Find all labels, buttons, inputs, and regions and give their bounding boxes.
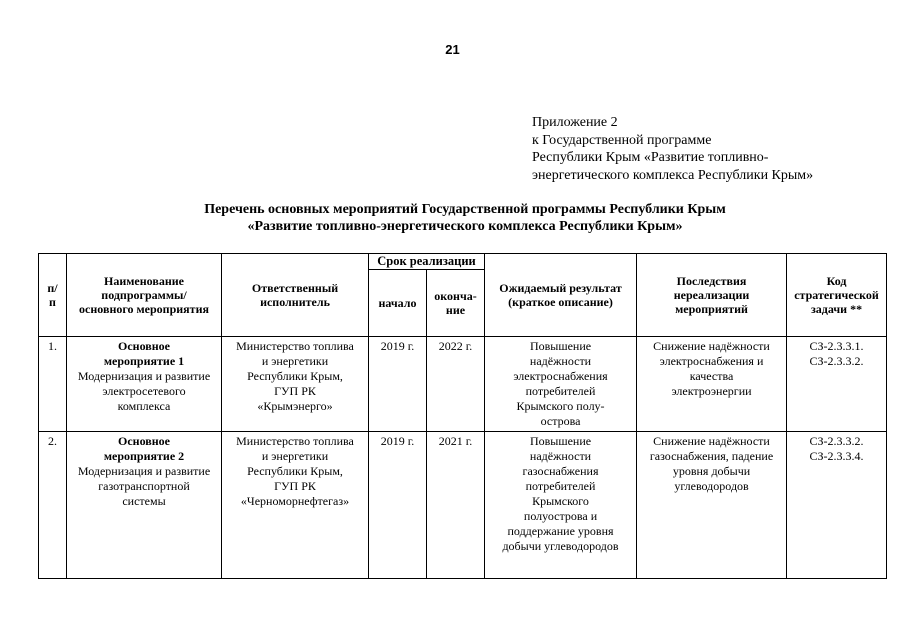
header-code: Код стратегической задачи ** — [787, 254, 887, 337]
row-end: 2022 г. — [427, 337, 485, 432]
row-start: 2019 г. — [369, 432, 427, 579]
header-result: Ожидаемый результат (краткое описание) — [485, 254, 637, 337]
appendix-line: Республики Крым «Развитие топливно- — [532, 150, 769, 165]
header-consequences: Последствия нереализации мероприятий — [637, 254, 787, 337]
row-name — [67, 432, 222, 579]
header-num: п/ п — [39, 254, 67, 337]
title-line-1: Перечень основных мероприятий Государственной программы Республики Крым — [204, 202, 726, 217]
row-result: Повышение надёжности электроснабжения потребителей Крымского полу- острова — [485, 337, 637, 432]
header-end: оконча- ние — [427, 270, 485, 337]
table-row — [39, 337, 887, 432]
activity-description: Модернизация и развитие газотранспортной системы — [77, 464, 211, 508]
title-line-2: «Развитие топливно-энергетического комплекса Республики Крым» — [247, 219, 683, 234]
appendix-line: энергетического комплекса Республики Крым» — [532, 167, 814, 183]
row-code: СЗ-2.3.3.2. СЗ-2.3.3.4. — [787, 432, 887, 579]
activities-table — [38, 253, 887, 579]
row-num: 2. — [39, 432, 67, 579]
row-name — [67, 337, 222, 432]
header-name: Наименование подпрограммы/ основного мероприятия — [67, 254, 222, 337]
table-row — [39, 432, 887, 579]
appendix-line: к Государственной программе — [532, 132, 712, 148]
row-executor: Министерство топлива и энергетики Республики Крым, ГУП РК «Черноморнефтегаз» — [222, 432, 369, 579]
row-consequences: Снижение надёжности электроснабжения и качества электроэнергии — [637, 337, 787, 432]
appendix-line: Приложение 2 — [532, 115, 618, 130]
header-period: Срок реализации — [369, 254, 485, 270]
row-consequences: Снижение надёжности газоснабжения, падение уровня добычи углеводородов — [637, 432, 787, 579]
activity-description: Модернизация и развитие электросетевого комплекса — [77, 369, 211, 413]
activity-title: Основное мероприятие 2 — [103, 434, 185, 463]
header-executor: Ответственный исполнитель — [222, 254, 369, 337]
appendix-note — [532, 114, 813, 184]
document-title — [0, 201, 905, 235]
header-row — [39, 254, 887, 270]
activity-title: Основное мероприятие 1 — [103, 339, 185, 368]
row-executor: Министерство топлива и энергетики Республики Крым, ГУП РК «Крымэнерго» — [222, 337, 369, 432]
row-code: СЗ-2.3.3.1. СЗ-2.3.3.2. — [787, 337, 887, 432]
page-number: 21 — [445, 42, 460, 57]
row-result: Повышение надёжности газоснабжения потребителей Крымского полуострова и поддержание уровня добычи углеводородов — [485, 432, 637, 579]
row-start: 2019 г. — [369, 337, 427, 432]
header-start: начало — [369, 270, 427, 337]
row-end: 2021 г. — [427, 432, 485, 579]
row-num: 1. — [39, 337, 67, 432]
